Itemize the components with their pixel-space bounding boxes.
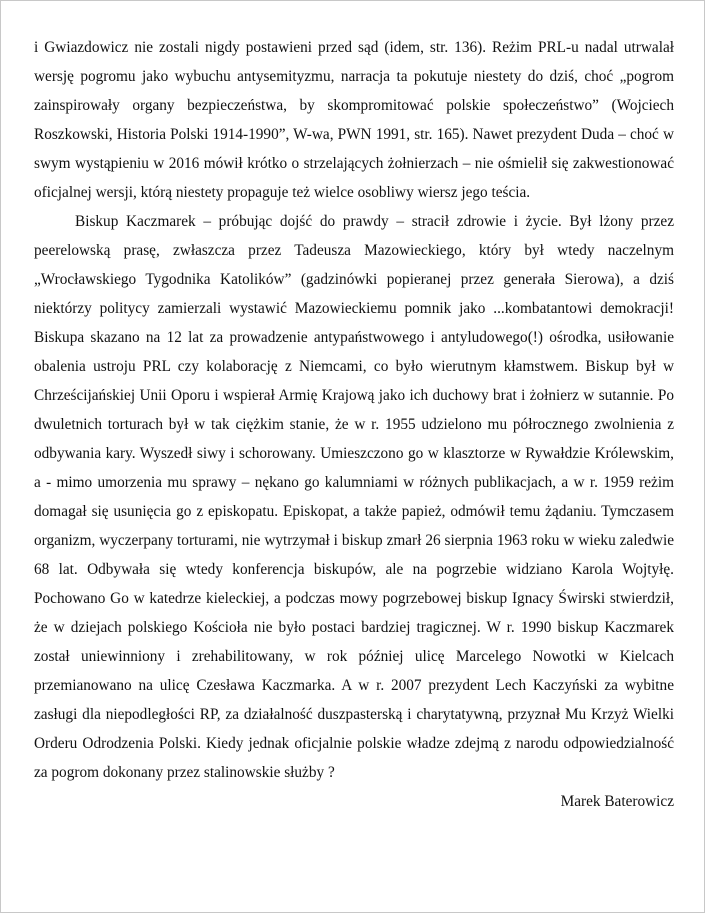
- document-body: [34, 33, 674, 816]
- author-signature: Marek Baterowicz: [560, 793, 674, 810]
- paragraph-2: Biskup Kaczmarek – próbując dojść do prawdy – stracił zdrowie i życie. Był lżony przez peerelowską prasę, zwłaszcza przez Tadeusza Mazowieckiego, który był wtedy naczelnym „Wrocławskiego Tygodnika Katolików” (gadzinówki popieranej przez generała Sierowa), a dziś niektórzy politycy zamierzali wystawić Mazowieckiemu pomnik jako ...kombatantowi demokracji! Biskupa skazano na 12 lat za prowadzenie antypaństwowego i antyludowego(!) ośrodka, usiłowanie obalenia ustroju PRL czy kolaborację z Niemcami, co było wierutnym kłamstwem. Biskup był w Chrześcijańskiej Unii Oporu i wspierał Armię Krajową jako ich duchowy brat i żołnierz w sutannie. Po dwuletnich torturach był w tak ciężkim stanie, że w r. 1955 udzielono mu półrocznego zwolnienia z odbywania kary. Wyszedł siwy i schorowany. Umieszczono go w klasztorze w Rywałdzie Królewskim, a - mimo umorzenia mu sprawy – nękano go kalumniami w różnych publikacjach, a w r. 1959 reżim domagał się usunięcia go z episkopatu. Episkopat, a także papież, odmówił temu żądaniu. Tymczasem organizm, wyczerpany torturami, nie wytrzymał i biskup zmarł 26 sierpnia 1963 roku w wieku zaledwie 68 lat. Odbywała się wtedy konferencja biskupów, ale na pogrzebie widziano Karola Wojtyłę. Pochowano Go w katedrze kieleckiej, a podczas mowy pogrzebowej biskup Ignacy Świrski stwierdził, że w dziejach polskiego Kościoła nie było postaci bardziej tragicznej. W r. 1990 biskup Kaczmarek został uniewinniony i zrehabilitowany, w rok później ulicę Marcelego Nowotki w Kielcach przemianowano na ulicę Czesława Kaczmarka. A w r. 2007 prezydent Lech Kaczyński za wybitne zasługi dla niepodległości RP, za działalność duszpasterską i charytatywną, przyznał Mu Krzyż Wielki Orderu Odrodzenia Polski. Kiedy jednak oficjalnie polskie władze zdejmą z narodu odpowiedzialność za pogrom dokonany przez stalinowskie służby ?: [34, 213, 674, 781]
- paragraph-1: i Gwiazdowicz nie zostali nigdy postawieni przed sąd (idem, str. 136). Reżim PRL-u nadal utrwalał wersję pogromu jako wybuchu antysemityzmu, narracja ta pokutuje niestety do dziś, choć „pogrom zainspirowały organy bezpieczeństwa, by skompromitować polskie społeczeństwo” (Wojciech Roszkowski, Historia Polski 1914-1990”, W-wa, PWN 1991, str. 165). Nawet prezydent Duda – choć w swym wystąpieniu w 2016 mówił krótko o strzelających żołnierzach – nie ośmielił się zakwestionować oficjalnej wersji, którą niestety propaguje też wielce osobliwy wiersz jego teścia.: [34, 39, 674, 201]
